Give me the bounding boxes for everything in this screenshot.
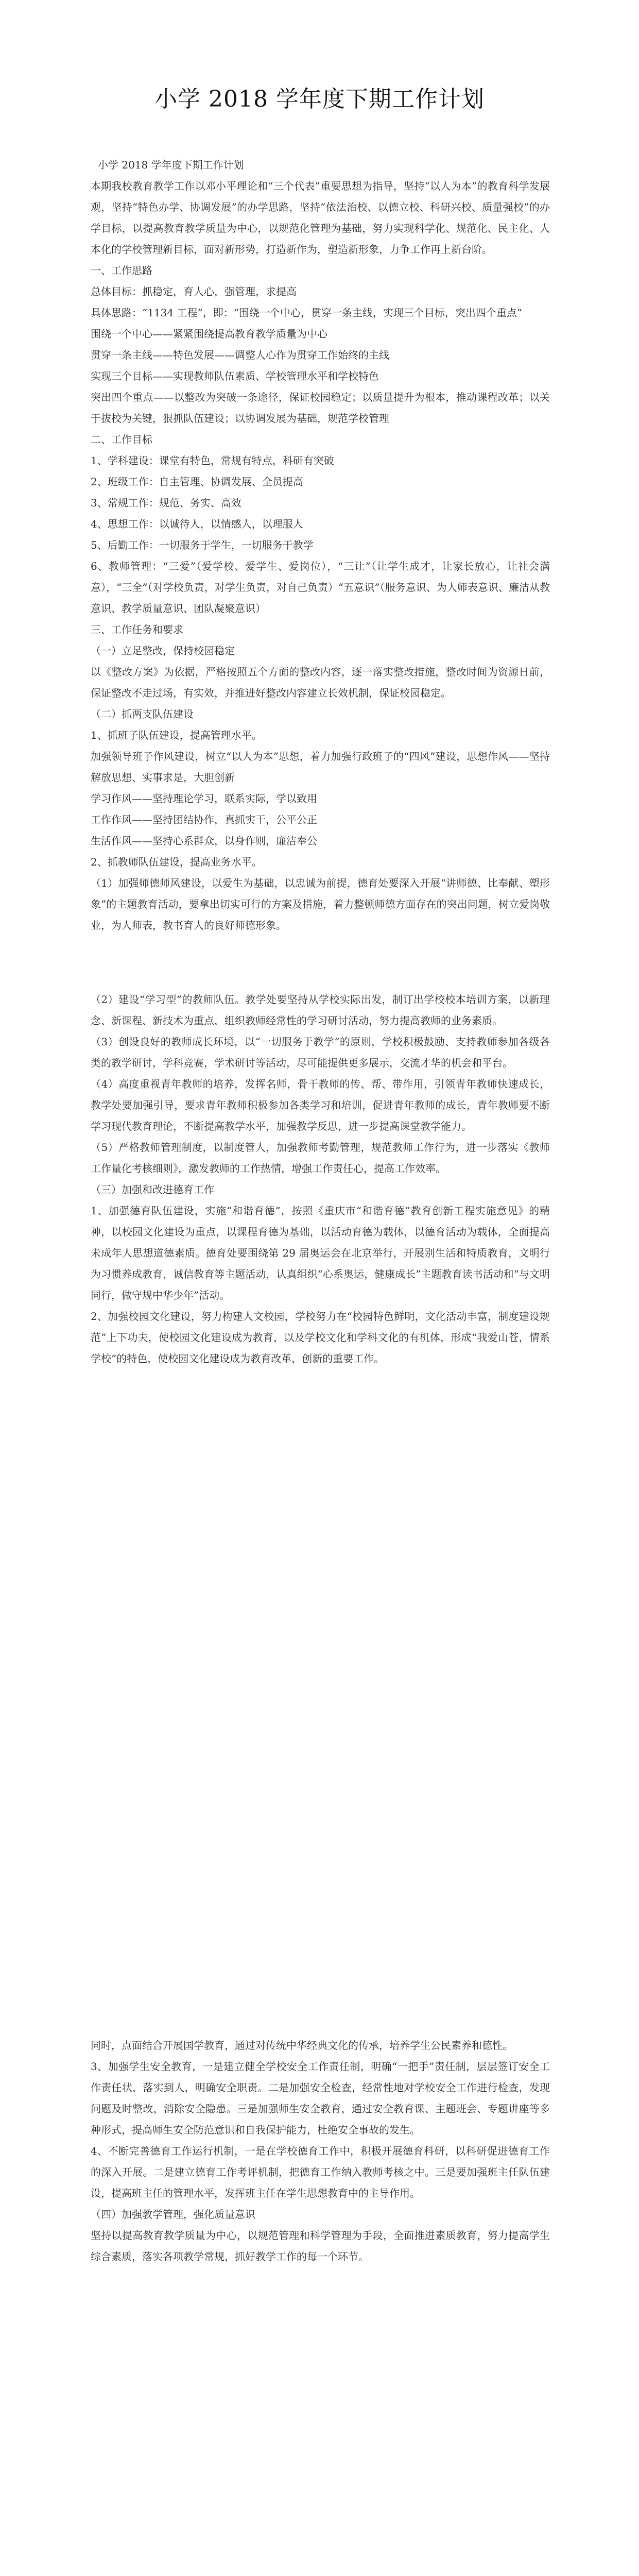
paragraph: （二）抓两支队伍建设 [91,708,194,720]
paragraph: 同时，点面结合开展国学教育，通过对传统中华经典文化的传承，培养学生公民素养和德性。 [91,2039,513,2052]
paragraph: （2）建设“学习型”的教师队伍。教学处要坚持从学校实际出发，制订出学校校本培训方案，以新理念、新课程、新技术为重点，组织教师经常性的学习研讨活动，努力提高教师的业务素质。 [91,993,550,1027]
section-heading: 一、工作思路 [91,264,152,277]
paragraph: （1）加强师德师风建设，以爱生为基础，以忠诚为前提，德育处要深入开展“讲师德、比奉献、塑形象”的主题教育活动，要拿出切实可行的方案及措施，着力整顿师德方面存在的突出问题，树立爱岗敬业，为人师表，教书育人的良好师德形象。 [91,877,550,931]
paragraph: （4）高度重视青年教师的培养，发挥名师，骨干教师的传、帮、带作用，引领青年教师快速成长，教学处要加强引导，要求青年教师积极参加各类学习和培训，促进青年教师的成长，青年教师要不断学习现代教育理论，不断提高教学水平，加强教学反思，进一步提高课堂教学能力。 [91,1078,550,1132]
paragraph: 本期我校教育教学工作以邓小平理论和“三个代表”重要思想为指导，坚持“以人为本”的教育科学发展观，坚持“特色办学、协调发展”的办学思路，坚持“依法治校、以德立校、科研兴校、质量强校”的办学目标，以提高教育教学质量为中心，以规范化管理为基础，努力实现科学化、规范化、民主化、人本化的学校管理新目标，面对新形势，打造新作为，塑造新形象，力争工作再上新台阶。 [91,180,550,256]
paragraph: 生活作风——坚持心系群众，以身作则，廉洁奉公 [91,835,317,847]
paragraph: 以《整改方案》为依据，严格按照五个方面的整改内容，逐一落实整改措施，整改时间为资源日前，保证整改不走过场，有实效，并推进好整改内容建立长效机制，保证校园稳定。 [91,666,550,699]
section-heading: （四）加强教学管理，强化质量意识 [91,2208,255,2221]
paragraph: 加强领导班子作风建设，树立“以人为本”思想，着力加强行政班子的“四风”建设，思想作风——坚持解放思想、实事求是，大胆创新 [91,750,550,784]
section-heading: 二、工作目标 [91,433,152,446]
paragraph: 围绕一个中心——紧紧围绕提高教育教学质量为中心 [91,328,327,340]
paragraph: 2、加强校园文化建设，努力构建人文校园，学校努力在“校园特色鲜明，文化活动丰富，制度建设规范”上下功夫，使校园文化建设成为教育，以及学校文化和学科文化的有机体，形成“我爱山苍，情系学校”的特色，使校园文化建设成为教育改革，创新的重要工作。 [91,1310,550,1365]
paragraph: 3、加强学生安全教育，一是建立健全学校安全工作责任制，明确“一把手”责任制，层层签订安全工作责任状，落实到人，明确安全职责。二是加强安全检查，经常性地对学校安全工作进行检查，发现问题及时整改，消除安全隐患。三是加强师生安全教育，通过安全教育课、主题班会、专题讲座等多种形式，提高师生安全防范意识和自我保护能力，杜绝安全事故的发生。 [91,2060,550,2136]
text-block-2 [91,989,550,1369]
paragraph: 1、加强德育队伍建设，实施“和谐育德”，按照《重庆市“和谐育德”教育创新工程实施意见》的精神，以校园文化建设为重点，以课程育德为基础，以活动育德为载体，以德育活动为载体，全面提高未成年人思想道德素质。德育处要围绕第 29 届奥运会在北京举行，开展别生活和特质教育，文明行为习惯养成教育，诚信教育等主题活动，认真组织“心系奥运，健康成长”主题教育读书活动和“与文明同行，做守规中华少年”活动。 [91,1205,550,1301]
paragraph: 4、思想工作：以诚待人，以情感人，以理服人 [91,518,303,530]
paragraph: 工作作风——坚持团结协作，真抓实干，公平公正 [91,814,317,826]
paragraph: 6、教师管理：“三爱”（爱学校、爱学生、爱岗位），“三让”（让学生成才，让家长放心，让社会满意），“三全”（对学校负责，对学生负责，对自己负责）“五意识”（服务意识、为人师表意识、廉洁从教意识、教学质量意识、团队凝聚意识） [91,560,550,615]
paragraph: 实现三个目标——实现教师队伍素质、学校管理水平和学校特色 [91,370,379,382]
paragraph: 小学 2018 学年度下期工作计划 [98,159,244,171]
paragraph: 学习作风——坚持理论学习，联系实际，学以致用 [91,792,317,805]
text-block-3 [91,2035,550,2267]
paragraph: 总体目标：抓稳定，育人心，强管理，求提高 [91,285,297,298]
paragraph: 5、后勤工作：一切服务于学生，一切服务于教学 [91,539,314,551]
paragraph: 1、抓班子队伍建设，提高管理水平。 [91,729,262,741]
text-block-1 [91,155,550,936]
paragraph: （5）严格教师管理制度，以制度管人，加强教师考勤管理，规范教师工作行为，进一步落实《教师工作量化考核细则》，激发教师的工作热情，增强工作责任心，提高工作效率。 [91,1141,550,1175]
paragraph: 2、班级工作：自主管理、协调发展、全员提高 [91,476,303,488]
paragraph: 具体思路：“1134 工程”，即：“围绕一个中心，贯穿一条主线，实现三个目标，突出四个重点” [91,307,523,319]
section-heading: （三）加强和改进德育工作 [91,1183,214,1196]
paragraph: （3）创设良好的教师成长环境，以“一切服务于教学”的原则，学校积极鼓励、支持教师参加各级各类的教学研讨，学科竞赛，学术研讨等活动，尽可能提供更多展示，交流才华的机会和平台。 [91,1036,550,1069]
paragraph: （一）立足整改，保持校园稳定 [91,645,235,657]
paragraph: 坚持以提高教育教学质量为中心，以规范管理和科学管理为手段，全面推进素质教育，努力提高学生综合素质，落实各项教学常规，抓好教学工作的每一个环节。 [91,2229,550,2263]
paragraph: 2、抓教师队伍建设，提高业务水平。 [91,856,262,868]
section-heading: 三、工作任务和要求 [91,623,183,636]
paragraph: 贯穿一条主线——特色发展——调整人心作为贯穿工作始终的主线 [91,349,389,361]
paragraph: 突出四个重点——以整改为突破一条途径，保证校园稳定；以质量提升为根本，推动课程改革；以关于拔校为关键，狠抓队伍建设；以协调发展为基础，规范学校管理 [91,391,550,425]
document-title: 小学 2018 学年度下期工作计划 [154,86,485,112]
paragraph: 1、学科建设：课堂有特色，常规有特点，科研有突破 [91,454,334,467]
paragraph: 4、不断完善德育工作运行机制，一是在学校德育工作中，积极开展德育科研，以科研促进德育工作的深入开展。二是建立德育工作考评机制，把德育工作纳入教师考核之中。三是要加强班主任队伍建设，提高班主任的管理水平，发挥班主任在学生思想教育中的主导作用。 [91,2145,550,2199]
paragraph: 3、常规工作：规范、务实、高效 [91,497,241,509]
